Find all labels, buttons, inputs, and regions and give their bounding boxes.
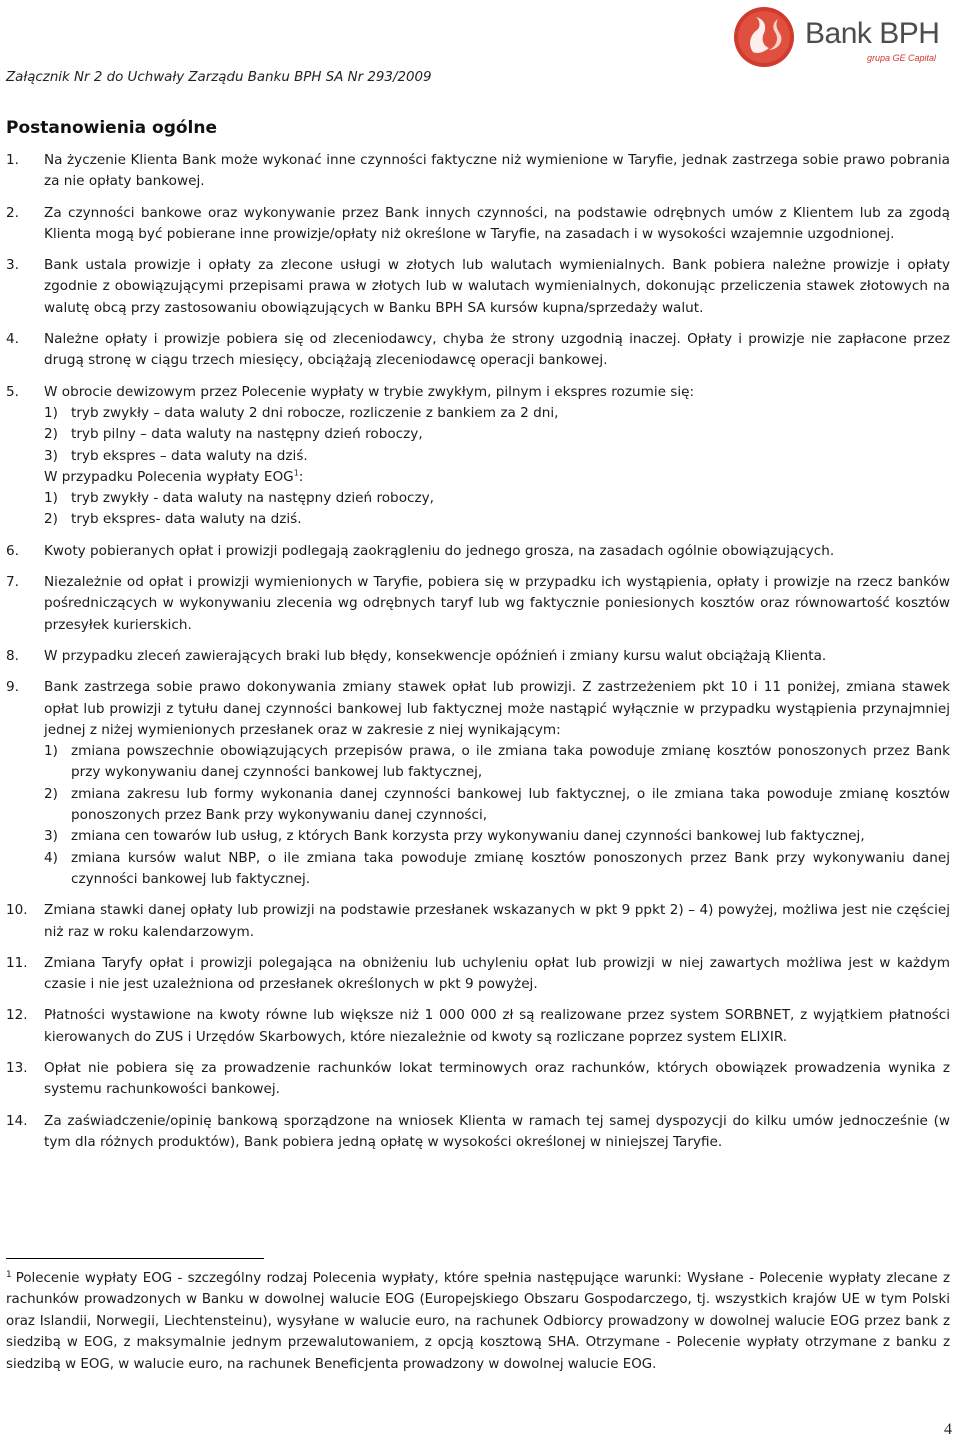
item-text: W obrocie dewizowym przez Polecenie wypłaty w trybie zwykłym, pilnym i ekspres rozumie się: bbox=[44, 383, 695, 400]
sub-item-number: 1) bbox=[44, 490, 58, 507]
item-number: 12. bbox=[6, 1007, 28, 1024]
sub-item-number: 1) bbox=[44, 404, 58, 421]
item-number: 8. bbox=[6, 647, 19, 664]
item-text: Za czynności bankowe oraz wykonywanie przez Bank innych czynności, na podstawie odrębnych umów z Klientem lub za zgodą Klienta mogą być pobierane inne prowizje/opłaty niż określone w Taryfie, na zasadach i w wysokości wzajemnie uzgodnionej. bbox=[44, 204, 950, 242]
footnote-reference: 1 bbox=[293, 468, 299, 478]
list-item bbox=[6, 203, 950, 246]
item-number: 3. bbox=[6, 257, 19, 274]
item-number: 14. bbox=[6, 1112, 28, 1129]
sub-item-text: tryb ekspres- data waluty na dziś. bbox=[71, 511, 302, 528]
sub-item bbox=[44, 784, 950, 827]
list-item bbox=[6, 1058, 950, 1101]
item-number: 2. bbox=[6, 204, 19, 221]
item-number: 7. bbox=[6, 574, 19, 591]
list-item bbox=[6, 953, 950, 996]
footnote bbox=[6, 1268, 950, 1375]
sub-item bbox=[44, 509, 950, 530]
list-item bbox=[6, 1111, 950, 1154]
item-text: Opłat nie pobiera się za prowadzenie rachunków lokat terminowych oraz rachunków, których obowiązek prowadzenia wynika z systemu rachunkowości bankowej. bbox=[44, 1059, 950, 1098]
item-text: Należne opłaty i prowizje pobiera się od zleceniodawcy, chyba że strony uzgodnią inaczej. Opłaty i prowizje nie zapłacone przez drugą stronę w ciągu trzech miesięcy, obciążają zleceniodawcę operacji bankowej. bbox=[44, 331, 950, 369]
sub-item bbox=[44, 403, 950, 424]
list-item bbox=[6, 150, 950, 193]
list-item bbox=[6, 646, 950, 667]
sub-item bbox=[44, 741, 950, 784]
item-text: Bank ustala prowizje i opłaty za zlecone usługi w złotych lub walutach wymienialnych. Bank pobiera należne prowizje i opłaty zgodnie z obowiązującymi przepisami prawa w złotych lub w walutach wymienialnych, dokonując przeliczenia stawek złotowych na walutę obcą przy zastosowaniu obowiązujących w Banku BPH SA kursów kupna/sprzedaży walut. bbox=[44, 257, 950, 316]
item-text: W przypadku zleceń zawierających braki lub błędy, konsekwencje opóźnień i zmiany kursu walut obciążają Klienta. bbox=[44, 647, 827, 664]
sub-item-number: 2) bbox=[44, 511, 58, 528]
list-item bbox=[6, 677, 950, 890]
item-number: 6. bbox=[6, 542, 19, 559]
eog-heading-text: W przypadku Polecenia wypłaty EOG bbox=[44, 468, 294, 485]
provisions-list bbox=[6, 150, 950, 1163]
item-number: 5. bbox=[6, 383, 19, 400]
item-number: 10. bbox=[6, 902, 28, 919]
item-number: 9. bbox=[6, 679, 19, 696]
item-text: Bank zastrzega sobie prawo dokonywania zmiany stawek opłat lub prowizji. Z zastrzeżeniem pkt 10 i 11 poniżej, zmiana stawek opłat lub prowizji z tytułu danej czynności bankowej lub faktycznej może nastąpić wyłącznie w przypadku wystąpienia przynajmniej jednej z niżej wymienionych przesłanek oraz w zakresie z niej wynikającym: bbox=[44, 679, 950, 738]
sub-item-text: tryb zwykły - data waluty na następny dzień roboczy, bbox=[71, 490, 434, 507]
footnote-divider bbox=[6, 1258, 264, 1259]
sub-item bbox=[44, 446, 950, 467]
sub-item bbox=[44, 826, 950, 847]
bank-tagline: grupa GE Capital bbox=[867, 53, 937, 63]
sub-item bbox=[44, 424, 950, 445]
sub-item-text: zmiana zakresu lub formy wykonania danej czynności bankowej lub faktycznej, o ile zmiana taka powoduje zmianę kosztów ponoszonych przez Bank przy wykonywaniu danej czynności, bbox=[71, 785, 950, 824]
sub-item-number: 2) bbox=[44, 426, 58, 443]
footnote-number: 1 bbox=[6, 1269, 12, 1280]
bank-brand-name: Bank BPH bbox=[805, 17, 940, 50]
item-number: 4. bbox=[6, 331, 19, 348]
item-number: 13. bbox=[6, 1059, 28, 1076]
document-reference: Załącznik Nr 2 do Uchwały Zarządu Banku BPH SA Nr 293/2009 bbox=[6, 70, 432, 85]
sub-item-number: 1) bbox=[44, 743, 58, 760]
list-item bbox=[6, 900, 950, 943]
item-text: Zmiana Taryfy opłat i prowizji polegająca na obniżeniu lub uchyleniu opłat lub prowizji w niej zawartych możliwa jest w każdym czasie i nie jest uzależniona od przesłanek określonych w pkt 9 powyżej. bbox=[44, 954, 950, 993]
item-text: Za zaświadczenie/opinię bankową sporządzone na wniosek Klienta w ramach tej samej dyspozycji do kilku umów jednocześnie (w tym dla różnych produktów), Bank pobiera jedną opłatę w wysokości określonej w niniejszej Taryfie. bbox=[44, 1112, 950, 1150]
sub-item bbox=[44, 488, 950, 509]
sub-item-number: 4) bbox=[44, 849, 58, 866]
list-item bbox=[6, 541, 950, 562]
item-text: Niezależnie od opłat i prowizji wymienionych w Taryfie, pobiera się w przypadku ich wystąpienia, opłaty i prowizje na rzecz banków pośredniczących w wykonywaniu zlecenia wg odrębnych taryf lub wg faktycznie poniesionych kosztów oraz równowartość kosztów przesyłek kurierskich. bbox=[44, 574, 950, 633]
sub-item-text: zmiana powszechnie obowiązujących przepisów prawa, o ile zmiana taka powoduje zmianę kosztów ponoszonych przez Bank przy wykonywaniu danej czynności bankowej lub faktycznej, bbox=[71, 743, 950, 781]
bank-bph-logo bbox=[733, 6, 948, 68]
list-item bbox=[6, 255, 950, 319]
item-number: 11. bbox=[6, 954, 28, 971]
item-text: Płatności wystawione na kwoty równe lub większe niż 1 000 000 zł są realizowane przez system SORBNET, z wyjątkiem płatności kierowanych do ZUS i Urzędów Skarbowych, które niezależnie od kwoty są rozliczane poprzez system ELIXIR. bbox=[44, 1007, 950, 1045]
item-number: 1. bbox=[6, 152, 19, 168]
sub-item-number: 3) bbox=[44, 828, 58, 845]
list-item bbox=[6, 572, 950, 636]
eog-heading-colon: : bbox=[298, 468, 304, 485]
section-title: Postanowienia ogólne bbox=[6, 118, 218, 138]
item-text: Na życzenie Klienta Bank może wykonać inne czynności faktyczne niż wymienione w Taryfie, jednak zastrzega sobie prawo pobrania za nie opłaty bankowej. bbox=[44, 152, 950, 190]
footnote-text: Polecenie wypłaty EOG - szczególny rodzaj Polecenia wypłaty, które spełnia następujące warunki: Wysłane - Polecenie wypłaty zlecane z rachunków prowadzonych w Banku w dowolnej walucie EOG (Europejskiego Obszaru Gospodarczego, tj. wszystkich krajów UE w tym Polski oraz Islandii, Norwegii, Liechtensteinu), wysyłane w walucie euro, na rachunek Odbiorcy prowadzony w dowolnej walucie EOG przez bank z siedzibą w EOG, z maksymalnie jednym przewalutowaniem, z opcją kosztową SHA. Otrzymane - Polecenie wypłaty otrzymane z banku z siedzibą w EOG, w walucie euro, na rachunek Beneficjenta prowadzony w dowolnej walucie EOG. bbox=[6, 1271, 950, 1372]
sub-item bbox=[44, 848, 950, 891]
sub-item-text: tryb zwykły – data waluty 2 dni robocze, rozliczenie z bankiem za 2 dni, bbox=[71, 404, 559, 421]
bank-logo-icon bbox=[733, 6, 795, 68]
eog-heading bbox=[44, 467, 950, 488]
sub-item-text: zmiana cen towarów lub usług, z których Bank korzysta przy wykonywaniu danej czynności bankowej lub faktycznej, bbox=[71, 828, 865, 845]
page-number: 4 bbox=[944, 1421, 952, 1438]
sub-item-number: 3) bbox=[44, 447, 58, 464]
sub-item-text: tryb ekspres – data waluty na dziś. bbox=[71, 447, 308, 464]
list-item bbox=[6, 329, 950, 372]
item-text: Kwoty pobieranych opłat i prowizji podlegają zaokrągleniu do jednego grosza, na zasadach ogólnie obowiązujących. bbox=[44, 542, 835, 559]
sub-item-number: 2) bbox=[44, 785, 58, 802]
sub-item-text: zmiana kursów walut NBP, o ile zmiana taka powoduje zmianę kosztów ponoszonych przez Bank przy wykonywaniu danej czynności bankowej lub faktycznej. bbox=[71, 849, 950, 887]
list-item bbox=[6, 1005, 950, 1048]
item-text: Zmiana stawki danej opłaty lub prowizji na podstawie przesłanek wskazanych w pkt 9 ppkt 2) – 4) powyżej, możliwa jest nie częściej niż raz w roku kalendarzowym. bbox=[44, 902, 950, 940]
list-item bbox=[6, 382, 950, 531]
sub-item-text: tryb pilny – data waluty na następny dzień roboczy, bbox=[71, 426, 423, 443]
